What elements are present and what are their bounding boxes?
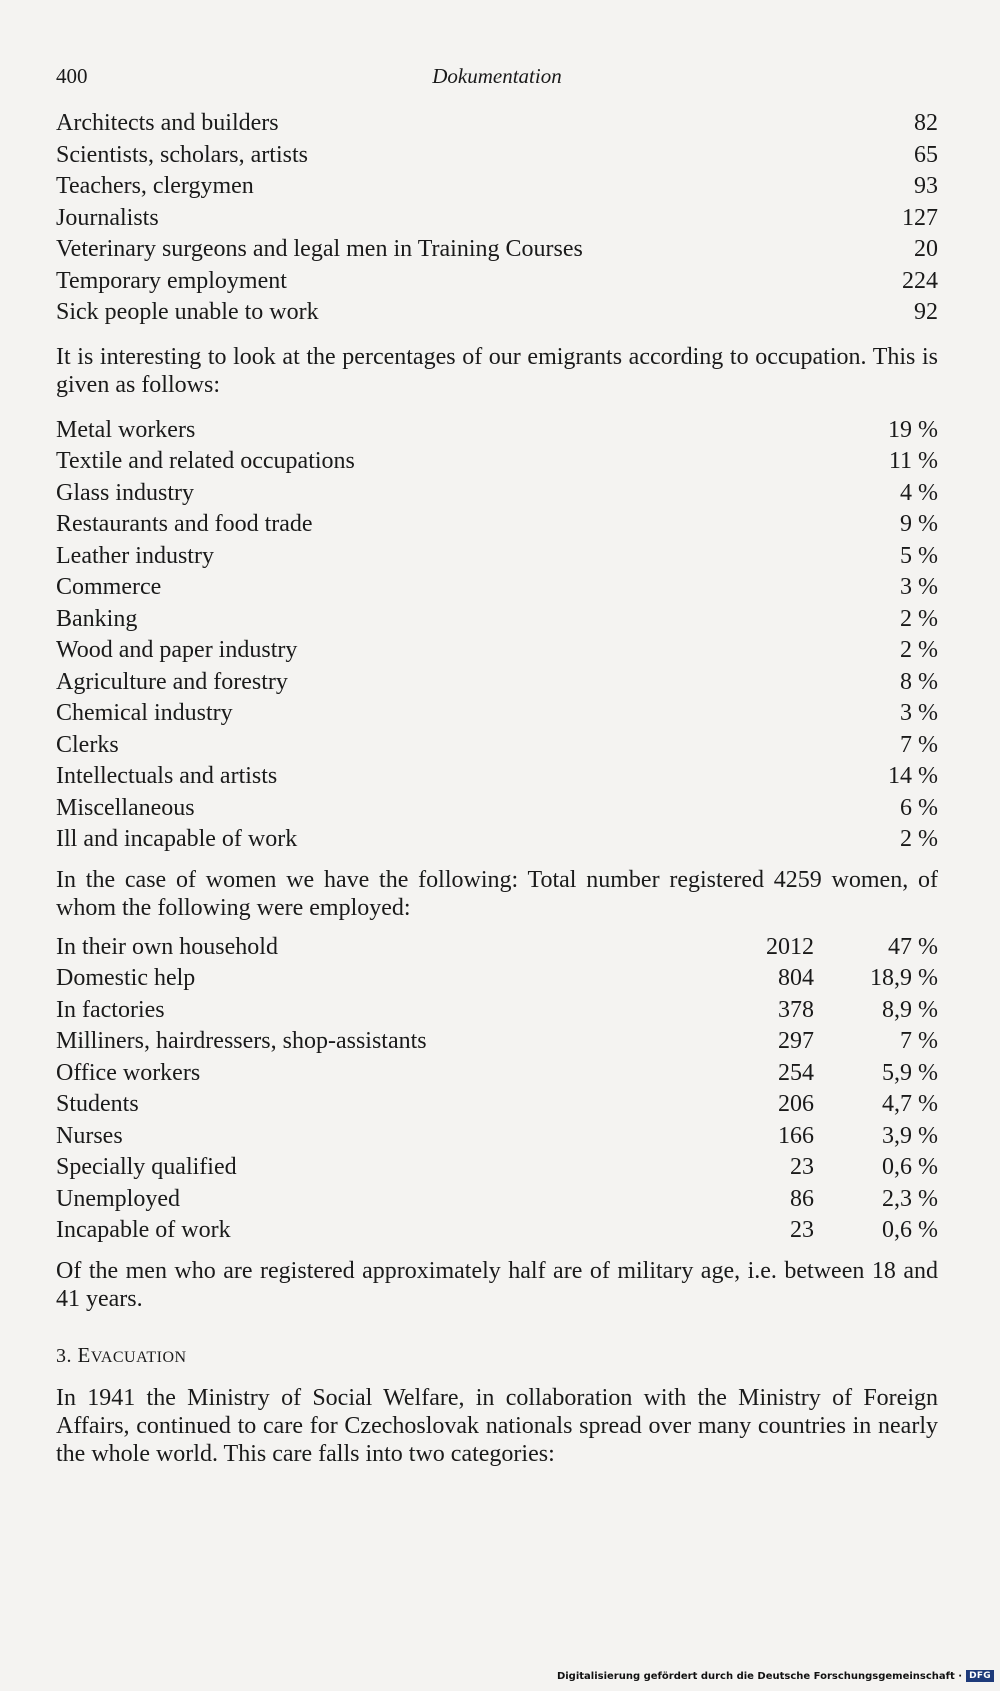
list-item xyxy=(56,824,938,856)
table-row xyxy=(56,995,938,1027)
item-label: Clerks xyxy=(56,731,119,758)
row-count: 86 xyxy=(790,1185,814,1212)
row-count: 166 xyxy=(778,1122,814,1149)
item-value: 3 % xyxy=(900,700,938,726)
row-count: 254 xyxy=(778,1059,814,1086)
item-value: 2 % xyxy=(900,605,938,632)
table-row xyxy=(56,1152,938,1184)
row-count: 23 xyxy=(790,1217,814,1243)
digitization-credit xyxy=(557,1670,994,1682)
document-page xyxy=(56,60,938,1468)
table-row xyxy=(56,1184,938,1216)
paragraph-men-military-age: Of the men who are registered approximately half are of military age, i.e. between 18 and 41 years. xyxy=(56,1257,938,1312)
running-title: Dokumentation xyxy=(432,64,562,88)
row-percentage: 18,9 % xyxy=(870,965,938,991)
list-item xyxy=(56,698,938,730)
table-row xyxy=(56,1121,938,1153)
running-head xyxy=(56,60,938,96)
row-count: 378 xyxy=(778,996,814,1023)
item-value: 11 % xyxy=(888,448,938,474)
item-value: 6 % xyxy=(900,794,938,821)
dfg-logo: DFG xyxy=(966,1670,994,1682)
list-item xyxy=(56,171,938,203)
row-label: Specially qualified xyxy=(56,1154,237,1180)
women-employment-table xyxy=(56,932,938,1247)
item-value: 3 % xyxy=(900,574,938,600)
list-item xyxy=(56,140,938,172)
list-item xyxy=(56,730,938,762)
table-row xyxy=(56,1026,938,1058)
row-label: In their own household xyxy=(56,933,278,960)
item-value: 65 xyxy=(914,141,938,168)
page-number: 400 xyxy=(56,64,88,88)
row-label: Incapable of work xyxy=(56,1217,231,1243)
row-label: Unemployed xyxy=(56,1185,180,1212)
table-row xyxy=(56,963,938,995)
row-percentage: 3,9 % xyxy=(882,1122,938,1149)
list-item xyxy=(56,635,938,667)
row-percentage: 47 % xyxy=(888,933,938,960)
row-percentage: 2,3 % xyxy=(882,1185,938,1212)
item-label: Textile and related occupations xyxy=(56,448,355,474)
row-percentage: 0,6 % xyxy=(882,1217,938,1243)
item-label: Ill and incapable of work xyxy=(56,826,298,852)
item-value: 93 xyxy=(914,173,938,199)
item-value: 19 % xyxy=(888,416,938,443)
table-row xyxy=(56,932,938,964)
item-value: 127 xyxy=(902,204,938,231)
list-item xyxy=(56,297,938,329)
row-label: Office workers xyxy=(56,1059,201,1086)
item-label: Journalists xyxy=(56,204,159,231)
row-percentage: 4,7 % xyxy=(882,1091,938,1117)
item-label: Teachers, clergymen xyxy=(56,173,254,199)
item-value: 9 % xyxy=(900,511,938,537)
item-value: 2 % xyxy=(900,637,938,663)
item-value: 2 % xyxy=(900,826,938,852)
item-value: 14 % xyxy=(888,763,938,789)
list-item xyxy=(56,667,938,699)
item-label: Scientists, scholars, artists xyxy=(56,141,308,168)
list-item xyxy=(56,509,938,541)
item-label: Intellectuals and artists xyxy=(56,763,278,789)
item-label: Wood and paper industry xyxy=(56,637,298,663)
table-row xyxy=(56,1089,938,1121)
item-value: 92 xyxy=(914,299,938,325)
item-value: 82 xyxy=(914,110,938,136)
item-label: Glass industry xyxy=(56,479,194,506)
list-item xyxy=(56,234,938,266)
list-item xyxy=(56,761,938,793)
section-title: EVACUATION xyxy=(77,1342,187,1367)
paragraph-percentages-intro: It is interesting to look at the percentages of our emigrants according to occupation. This is given as follows: xyxy=(56,343,938,398)
item-label: Banking xyxy=(56,605,138,632)
item-value: 20 xyxy=(914,236,938,262)
item-label: Miscellaneous xyxy=(56,794,195,821)
item-label: Veterinary surgeons and legal men in Training Courses xyxy=(56,236,583,262)
item-label: Leather industry xyxy=(56,542,214,569)
row-label: Milliners, hairdressers, shop-assistants xyxy=(56,1028,427,1054)
list-item xyxy=(56,478,938,510)
row-count: 2012 xyxy=(766,933,814,960)
paragraph-evacuation: In 1941 the Ministry of Social Welfare, in collaboration with the Ministry of Foreign Affairs, continued to care for Czechoslovak nationals spread over many countries in nearly the whole world. This care falls into two categories: xyxy=(56,1384,938,1467)
row-label: In factories xyxy=(56,996,165,1023)
list-item xyxy=(56,108,938,140)
item-label: Architects and builders xyxy=(56,110,279,136)
row-percentage: 5,9 % xyxy=(882,1059,938,1086)
list-item xyxy=(56,203,938,235)
row-count: 804 xyxy=(778,965,814,991)
item-value: 4 % xyxy=(900,479,938,506)
list-item xyxy=(56,572,938,604)
row-count: 206 xyxy=(778,1091,814,1117)
row-label: Students xyxy=(56,1091,139,1117)
item-value: 224 xyxy=(902,267,938,294)
item-label: Metal workers xyxy=(56,416,196,443)
list-item xyxy=(56,793,938,825)
item-label: Restaurants and food trade xyxy=(56,511,313,537)
occupation-count-list xyxy=(56,108,938,329)
item-label: Chemical industry xyxy=(56,700,233,726)
occupation-percentage-list xyxy=(56,415,938,856)
item-label: Agriculture and forestry xyxy=(56,668,288,695)
item-label: Sick people unable to work xyxy=(56,299,319,325)
item-label: Commerce xyxy=(56,574,162,600)
paragraph-women-intro: In the case of women we have the following: Total number registered 4259 women, of whom the following were employed: xyxy=(56,866,938,921)
list-item xyxy=(56,604,938,636)
list-item xyxy=(56,415,938,447)
credit-text: Digitalisierung gefördert durch die Deutsche Forschungsgemeinschaft · xyxy=(556,1670,963,1682)
row-count: 23 xyxy=(790,1154,814,1180)
row-label: Domestic help xyxy=(56,965,196,991)
row-count: 297 xyxy=(778,1028,814,1054)
item-label: Temporary employment xyxy=(56,267,287,294)
row-percentage: 7 % xyxy=(900,1028,938,1054)
section-number: 3. xyxy=(56,1344,72,1367)
section-heading xyxy=(56,1343,938,1368)
table-row xyxy=(56,1058,938,1090)
item-value: 5 % xyxy=(900,542,938,569)
list-item xyxy=(56,541,938,573)
list-item xyxy=(56,266,938,298)
item-value: 8 % xyxy=(900,668,938,695)
row-percentage: 0,6 % xyxy=(882,1154,938,1180)
row-label: Nurses xyxy=(56,1122,123,1149)
table-row xyxy=(56,1215,938,1247)
item-value: 7 % xyxy=(900,731,938,758)
list-item xyxy=(56,446,938,478)
row-percentage: 8,9 % xyxy=(882,996,938,1023)
